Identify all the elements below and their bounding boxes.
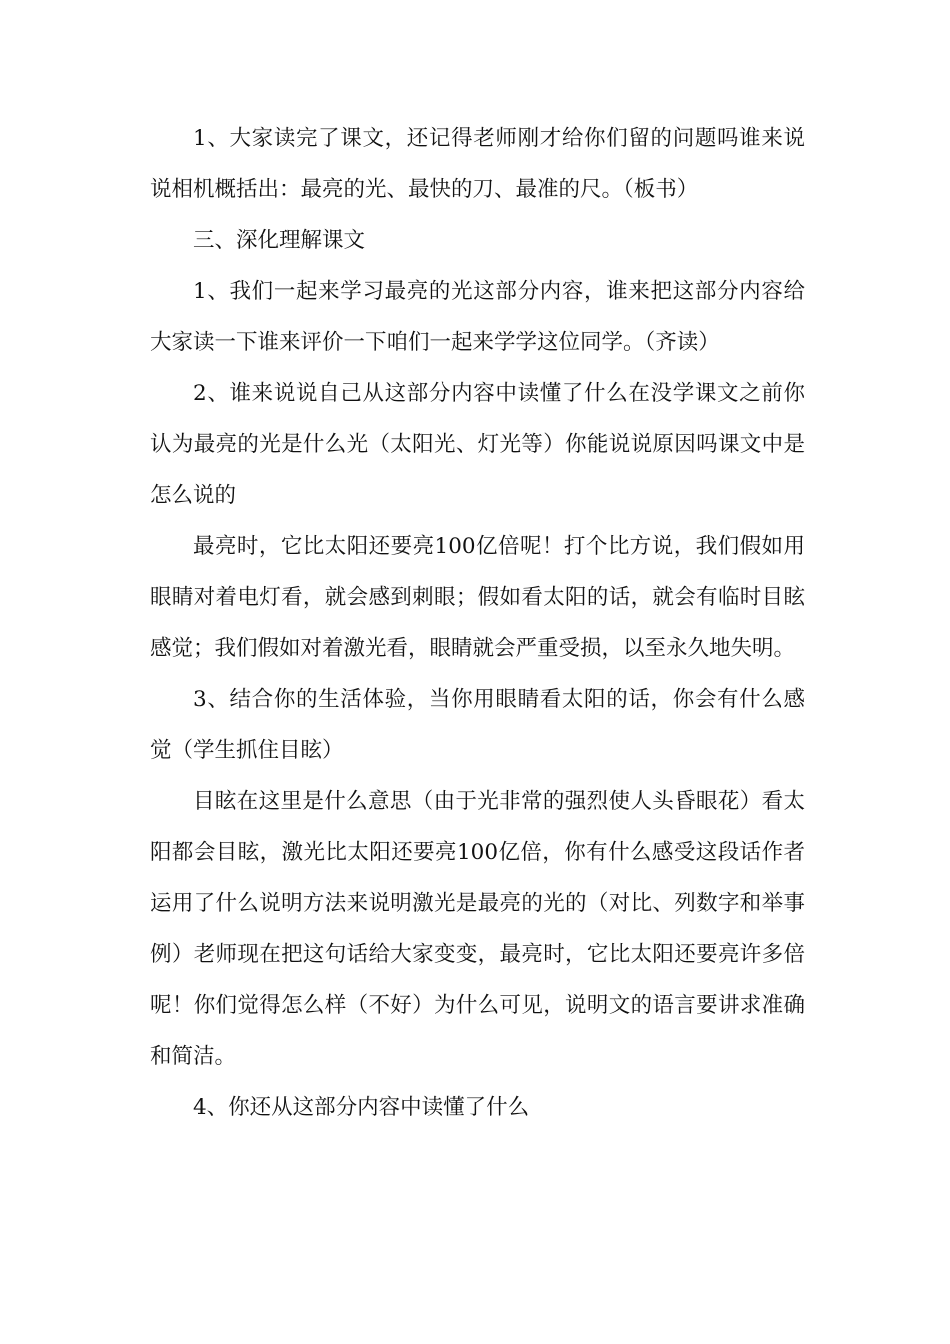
paragraph-what-did-you-learn: 2、谁来说说自己从这部分内容中读懂了什么在没学课文之前你认为最亮的光是什么光（太阳光、灯光等）你能说说原因吗课文中是怎么说的 [150, 381, 805, 508]
section-heading-deepen-understanding: 三、深化理解课文 [193, 228, 366, 253]
paragraph-recap-question: 1、大家读完了课文，还记得老师刚才给你们留的问题吗谁来说说相机概括出：最亮的光、最快的刀、最准的尺。（板书） [150, 126, 805, 202]
paragraph-what-else: 4、你还从这部分内容中读懂了什么 [193, 1095, 530, 1120]
paragraph-life-experience: 3、结合你的生活体验，当你用眼睛看太阳的话，你会有什么感觉（学生抓住目眩） [150, 687, 805, 763]
paragraph-text-quote: 最亮时，它比太阳还要亮100亿倍呢！打个比方说，我们假如用眼睛对着电灯看，就会感到刺眼；假如看太阳的话，就会有临时目眩感觉；我们假如对着激光看，眼睛就会严重受损，以至永久地失明。 [150, 534, 805, 661]
document-body [150, 113, 805, 1133]
paragraph-dazzle-explanation: 目眩在这里是什么意思（由于光非常的强烈使人头昏眼花）看太阳都会目眩，激光比太阳还要亮100亿倍，你有什么感受这段话作者运用了什么说明方法来说明激光是最亮的光的（对比、列数字和举事例）老师现在把这句话给大家变变，最亮时，它比太阳还要亮许多倍呢！你们觉得怎么样（不好）为什么可见，说明文的语言要讲求准确和简洁。 [150, 789, 805, 1069]
paragraph-brightest-light-reading: 1、我们一起来学习最亮的光这部分内容，谁来把这部分内容给大家读一下谁来评价一下咱们一起来学学这位同学。（齐读） [150, 279, 805, 355]
